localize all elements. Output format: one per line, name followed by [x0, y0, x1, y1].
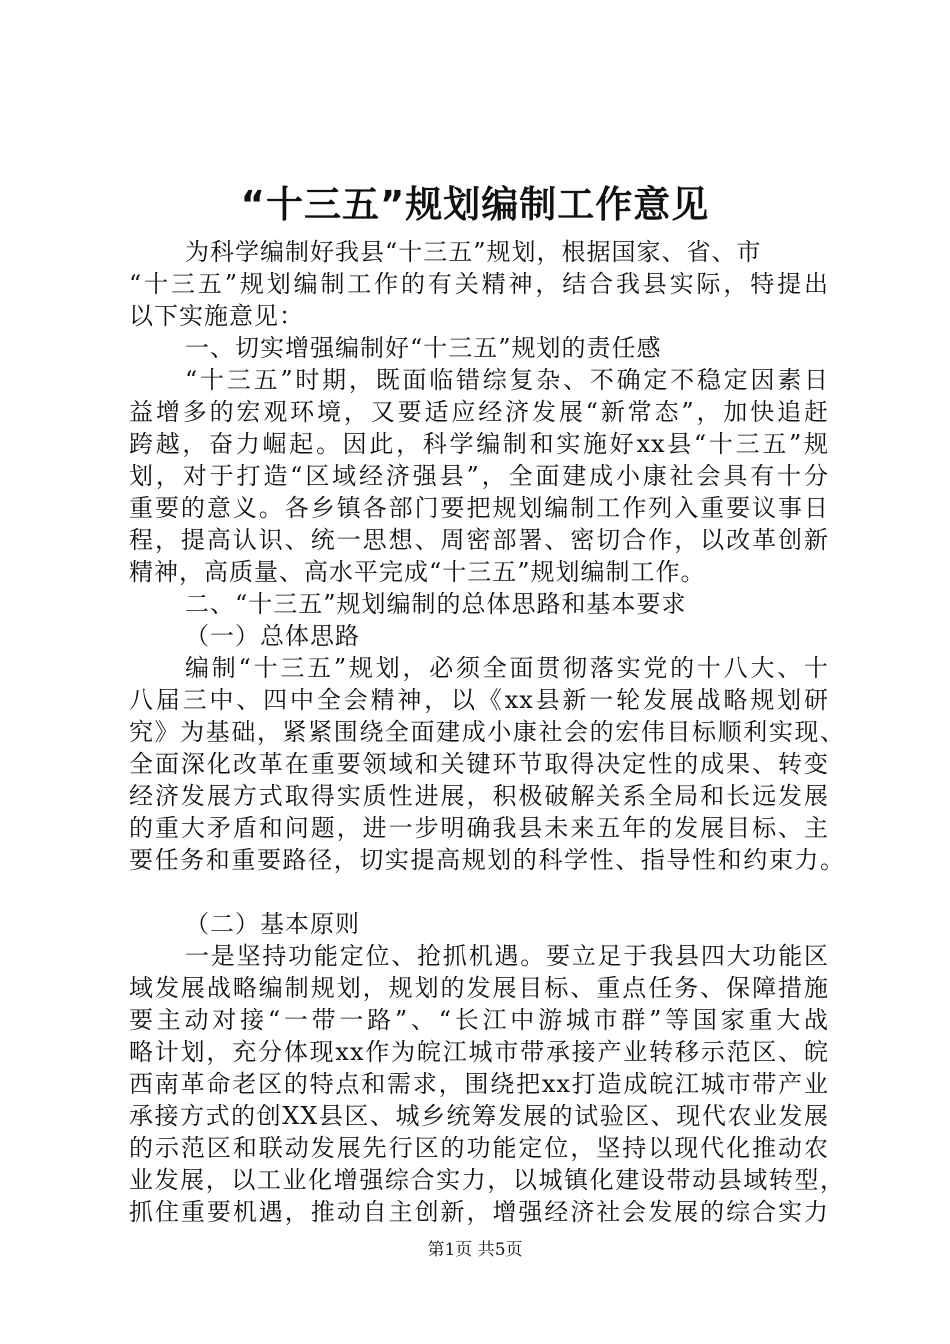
page-number: 第1页 共5页 — [427, 1240, 523, 1260]
text-line: 为科学编制好我县“十三五”规划，根据国家、省、市 — [185, 238, 762, 266]
text-line: 西南革命老区的特点和需求，围绕把xx打造成皖江城市带产业 — [129, 1070, 829, 1098]
text-line: 的重大矛盾和问题，进一步明确我县未来五年的发展目标、主 — [129, 814, 829, 842]
text-line: 域发展战略编制规划，规划的发展目标、重点任务、保障措施 — [129, 974, 829, 1002]
document-title: “十三五”规划编制工作意见 — [240, 183, 710, 226]
text-line: 要任务和重要路径，切实提高规划的科学性、指导性和约束力。 — [129, 846, 845, 874]
text-line: 一是坚持功能定位、抢抓机遇。要立足于我县四大功能区 — [185, 942, 829, 970]
text-line: 的示范区和联动发展先行区的功能定位，坚持以现代化推动农 — [129, 1134, 829, 1162]
text-line: 益增多的宏观环境，又要适应经济发展“新常态”，加快追赶 — [129, 398, 829, 426]
text-line: 承接方式的创XX县区、城乡统筹发展的试验区、现代农业发展 — [129, 1102, 829, 1130]
text-line: 经济发展方式取得实质性进展，积极破解关系全局和长远发展 — [129, 782, 829, 810]
text-line: “十三五”时期，既面临错综复杂、不确定不稳定因素日 — [185, 366, 829, 394]
text-line: 划，对于打造“区域经济强县”，全面建成小康社会具有十分 — [129, 462, 829, 490]
text-line: 以下实施意见： — [129, 302, 304, 330]
text-line: 业发展，以工业化增强综合实力，以城镇化建设带动县域转型， — [129, 1166, 845, 1194]
subsection-heading: （一）总体思路 — [185, 622, 360, 650]
section-heading: 二、“十三五”规划编制的总体思路和基本要求 — [185, 590, 687, 618]
section-heading: 一、切实增强编制好“十三五”规划的责任感 — [185, 334, 662, 362]
subsection-heading: （二）基本原则 — [185, 910, 360, 938]
text-line: 八届三中、四中全会精神，以《xx县新一轮发展战略规划研 — [129, 686, 829, 714]
text-line: 全面深化改革在重要领域和关键环节取得决定性的成果、转变 — [129, 750, 829, 778]
text-line: 程，提高认识、统一思想、周密部署、密切合作，以改革创新 — [129, 526, 829, 554]
text-line: 重要的意义。各乡镇各部门要把规划编制工作列入重要议事日 — [129, 494, 829, 522]
text-line: 跨越，奋力崛起。因此，科学编制和实施好xx县“十三五”规 — [129, 430, 829, 458]
text-line: 略计划，充分体现xx作为皖江城市带承接产业转移示范区、皖 — [129, 1038, 829, 1066]
text-line: “十三五”规划编制工作的有关精神，结合我县实际，特提出 — [129, 270, 829, 298]
text-line: 要主动对接“一带一路”、“长江中游城市群”等国家重大战 — [129, 1006, 829, 1034]
text-line: 究》为基础，紧紧围绕全面建成小康社会的宏伟目标顺利实现、 — [129, 718, 845, 746]
text-line: 编制“十三五”规划，必须全面贯彻落实党的十八大、十 — [185, 654, 829, 682]
text-line: 抓住重要机遇，推动自主创新，增强经济社会发展的综合实力 — [129, 1198, 829, 1226]
text-line: 精神，高质量、高水平完成“十三五”规划编制工作。 — [129, 558, 706, 586]
